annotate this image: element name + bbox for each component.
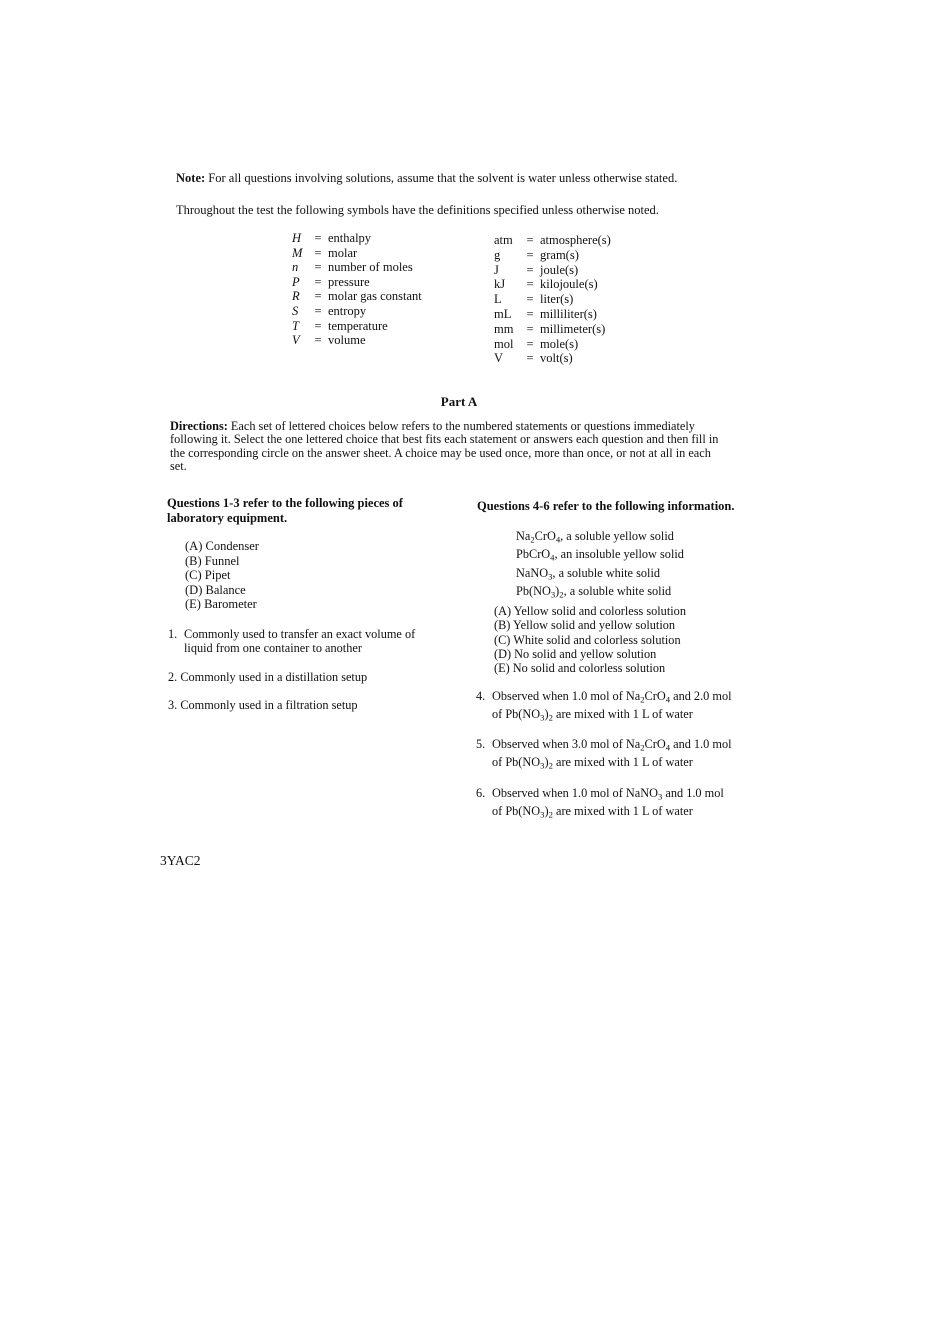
unit-row <box>494 337 611 352</box>
directions <box>170 420 730 474</box>
formula-subscript: 3 <box>550 589 556 600</box>
symbol: P <box>292 274 300 289</box>
directions-text: Each set of lettered choices below refers to the numbered statements or questions immediately following it. Select the one lettered choice that best fits each statement or answers each question and then fill in the corresponding circle on the answer sheet. A choice may be used once, more than once, or not at all in each set. <box>170 419 719 474</box>
unit-row <box>494 233 611 248</box>
directions-label: Directions: <box>170 419 228 433</box>
unit-definition: volt(s) <box>540 351 573 366</box>
formula-subscript: 3 <box>540 809 545 820</box>
question-4 <box>476 688 756 723</box>
text-part: Observed when 3.0 mol of Na <box>492 737 641 751</box>
symbol: R <box>292 289 300 304</box>
formula-subscript: 2 <box>530 534 535 545</box>
question-1 <box>168 627 438 655</box>
choice-item: (A) Condenser <box>185 539 259 553</box>
formula-part: ) <box>555 583 560 598</box>
unit-row <box>494 307 611 322</box>
unit-symbol: g <box>494 247 501 262</box>
symbol-definition: entropy <box>328 303 367 318</box>
unit-row <box>494 248 611 263</box>
question-text: Commonly used in a filtration setup <box>180 698 358 712</box>
symbol-definition: pressure <box>328 274 370 289</box>
choice-item: (E) No solid and colorless solution <box>494 661 666 676</box>
formula-subscript: 3 <box>540 760 545 771</box>
equals-sign: = <box>314 231 322 245</box>
formula-part: NaNO <box>516 565 549 580</box>
formula-subscript: 2 <box>548 809 553 820</box>
unit-symbol: V <box>494 351 504 366</box>
question-text <box>492 785 756 820</box>
formula-subscript: 2 <box>640 742 645 753</box>
symbol-definition: molar <box>328 245 358 260</box>
question-text: Commonly used in a distillation setup <box>180 670 368 684</box>
equals-sign: = <box>526 321 534 336</box>
question-text: Commonly used to transfer an exact volume of liquid from one container to another <box>184 627 416 655</box>
unit-definition: mole(s) <box>540 336 579 351</box>
right-set-choices <box>494 604 686 675</box>
symbols-left-list <box>292 231 422 348</box>
text-part: Observed when 1.0 mol of NaNO <box>492 786 658 800</box>
question-text <box>492 688 756 723</box>
symbol: T <box>292 318 299 333</box>
equals-sign: = <box>526 277 534 292</box>
equals-sign: = <box>526 306 534 321</box>
symbol: n <box>292 260 299 275</box>
equals-sign: = <box>314 260 322 275</box>
formula-subscript: 3 <box>548 571 553 582</box>
question-3 <box>168 698 358 713</box>
question-number: 6. <box>476 786 486 800</box>
formula-part: Pb(NO <box>516 583 551 598</box>
text-part: are mixed with 1 L of water <box>552 754 693 769</box>
compound-item <box>516 545 684 563</box>
formula-subscript: 2 <box>640 694 645 705</box>
question-number: 2. <box>168 670 178 684</box>
question-number: 4. <box>476 689 486 703</box>
text-part: of Pb(NO <box>492 754 541 769</box>
compound-description: , an insoluble yellow solid <box>554 547 684 562</box>
compound-description: , a soluble white solid <box>552 565 661 580</box>
formula-subscript: 2 <box>548 760 553 771</box>
left-set-choices <box>185 539 259 612</box>
equals-sign: = <box>314 303 322 318</box>
symbols-intro: Throughout the test the following symbols have the definitions specified unless otherwise noted. <box>176 203 659 217</box>
symbol-row <box>292 246 422 261</box>
formula-subscript: 2 <box>559 589 564 600</box>
unit-symbol: kJ <box>494 277 506 292</box>
symbol: H <box>292 231 302 245</box>
unit-row <box>494 351 611 366</box>
symbol-row <box>292 231 422 246</box>
equals-sign: = <box>526 262 534 277</box>
unit-row <box>494 277 611 292</box>
choice-item: (E) Barometer <box>185 597 257 612</box>
equals-sign: = <box>314 333 322 348</box>
text-part: CrO <box>644 689 666 703</box>
choice-item: (B) Funnel <box>185 553 240 568</box>
compound-list <box>516 527 684 600</box>
choice-item: (B) Yellow solid and yellow solution <box>494 618 676 633</box>
question-6 <box>476 785 756 820</box>
note-text: For all questions involving solutions, assume that the solvent is water unless otherwise stated. <box>208 171 678 185</box>
text-part: of Pb(NO <box>492 803 541 818</box>
note <box>176 171 677 186</box>
unit-symbol: atm <box>494 233 513 247</box>
compound-item <box>516 527 684 545</box>
question-number: 3. <box>168 698 178 712</box>
symbol-row <box>292 260 422 275</box>
compound-item <box>516 564 684 582</box>
unit-symbol: J <box>494 262 499 277</box>
question-5 <box>476 736 756 771</box>
unit-definition: joule(s) <box>540 262 579 277</box>
choice-item: (D) Balance <box>185 582 246 597</box>
right-set-heading: Questions 4-6 refer to the following information. <box>477 499 735 513</box>
text-part: and 1.0 mol <box>662 786 724 800</box>
compound-description: , a soluble white solid <box>563 583 672 598</box>
unit-symbol: mm <box>494 321 514 336</box>
choice-item: (C) Pipet <box>185 568 231 583</box>
formula-part: CrO <box>534 529 556 543</box>
equals-sign: = <box>526 247 534 262</box>
text-part: of Pb(NO <box>492 706 541 721</box>
formula-part: PbCrO <box>516 547 551 562</box>
formula-subscript: 2 <box>548 712 553 723</box>
symbol-row <box>292 333 422 348</box>
equals-sign: = <box>314 289 322 304</box>
unit-row <box>494 292 611 307</box>
symbols-right-list <box>494 233 611 366</box>
symbol-row <box>292 304 422 319</box>
question-2 <box>168 670 367 685</box>
formula-part: Na <box>516 529 531 543</box>
text-part: ) <box>544 754 549 769</box>
compound-description: , a soluble yellow solid <box>560 529 674 543</box>
note-label: Note: <box>176 171 206 185</box>
text-part: are mixed with 1 L of water <box>552 803 693 818</box>
unit-symbol: mL <box>494 306 512 321</box>
part-title: Part A <box>440 394 478 409</box>
compound-item <box>516 582 684 600</box>
choice-item: (D) No solid and yellow solution <box>494 646 657 661</box>
text-part: and 1.0 mol <box>670 737 732 751</box>
question-number: 5. <box>476 737 486 751</box>
formula-subscript: 4 <box>550 552 555 563</box>
symbol: S <box>292 303 299 318</box>
formula-subscript: 3 <box>540 712 545 723</box>
unit-definition: millimeter(s) <box>540 321 606 336</box>
unit-row <box>494 263 611 278</box>
equals-sign: = <box>526 233 534 247</box>
unit-definition: milliliter(s) <box>540 306 597 321</box>
symbol-row <box>292 275 422 290</box>
text-part: CrO <box>644 737 666 751</box>
unit-row <box>494 322 611 337</box>
text-part: ) <box>544 706 549 721</box>
text-part: ) <box>544 803 549 818</box>
unit-symbol: L <box>494 292 502 307</box>
equals-sign: = <box>526 351 534 366</box>
question-text <box>492 736 756 771</box>
symbol: V <box>292 333 300 348</box>
symbol-row <box>292 319 422 334</box>
symbol-definition: enthalpy <box>328 231 372 245</box>
unit-definition: kilojoule(s) <box>540 277 598 292</box>
page-code: 3YAC2 <box>160 853 201 868</box>
formula-subscript: 4 <box>665 742 671 753</box>
symbol-definition: temperature <box>328 318 388 333</box>
text-part: and 2.0 mol <box>670 689 732 703</box>
equals-sign: = <box>526 292 534 307</box>
symbol-definition: molar gas constant <box>328 289 422 304</box>
symbol-definition: volume <box>328 333 366 348</box>
unit-symbol: mol <box>494 336 514 351</box>
left-set-heading: Questions 1-3 refer to the following pieces of laboratory equipment. <box>167 496 403 525</box>
question-number: 1. <box>168 627 178 641</box>
unit-definition: liter(s) <box>540 292 574 307</box>
unit-definition: atmosphere(s) <box>540 233 611 247</box>
symbol-row <box>292 289 422 304</box>
formula-subscript: 4 <box>665 694 671 705</box>
equals-sign: = <box>314 245 322 260</box>
symbol-definition: number of moles <box>328 260 413 275</box>
choice-item: (A) Yellow solid and colorless solution <box>494 604 686 618</box>
symbol: M <box>292 245 303 260</box>
formula-subscript: 3 <box>657 791 663 802</box>
formula-subscript: 4 <box>555 534 561 545</box>
equals-sign: = <box>314 274 322 289</box>
equals-sign: = <box>314 318 322 333</box>
text-part: Observed when 1.0 mol of Na <box>492 689 641 703</box>
text-part: are mixed with 1 L of water <box>552 706 693 721</box>
equals-sign: = <box>526 336 534 351</box>
choice-item: (C) White solid and colorless solution <box>494 632 681 647</box>
unit-definition: gram(s) <box>540 247 579 262</box>
